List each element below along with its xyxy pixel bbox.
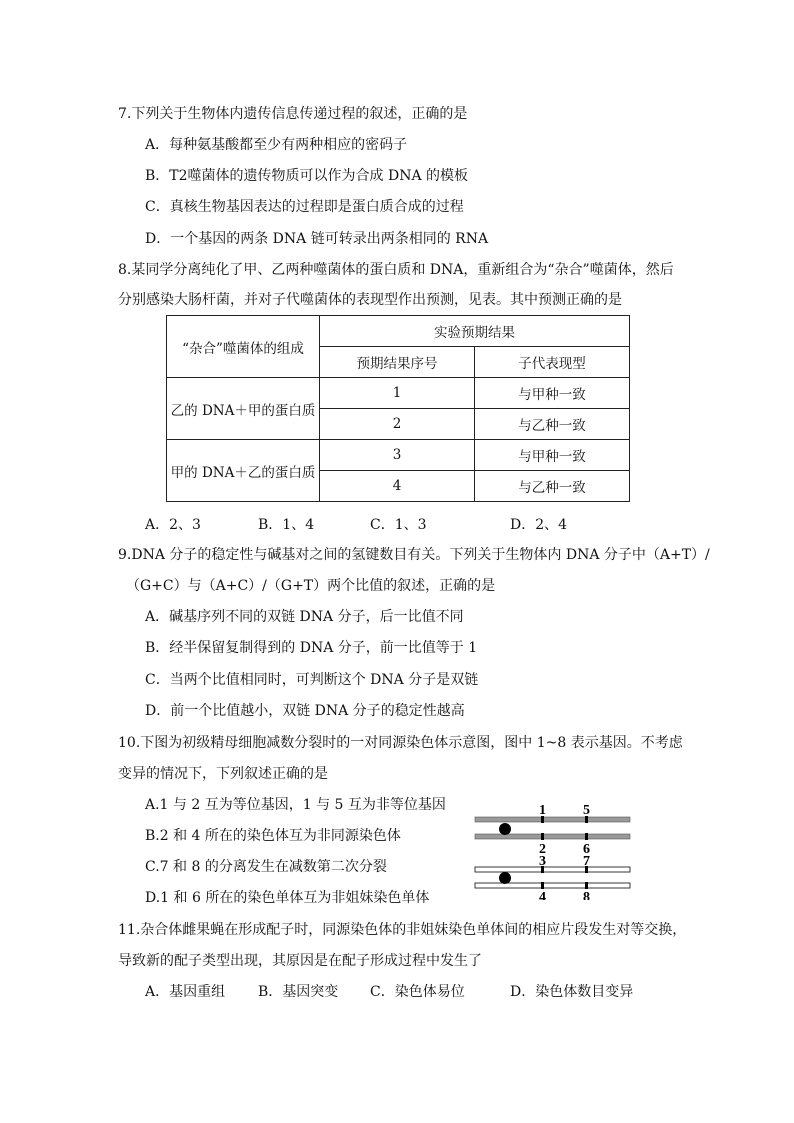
table-col1-header: “杂合”噬菌体的组成 xyxy=(167,316,320,378)
table-cell-phenotype: 与乙种一致 xyxy=(475,471,630,502)
q10-stem-line1: 10.下图为初级精母细胞减数分裂时的一对同源染色体示意图，图中 1~8 表示基因。不考虑 xyxy=(118,735,683,751)
gene-locus-mark xyxy=(541,833,544,840)
q10-option-b: B.2 和 4 所在的染色体互为非同源染色体 xyxy=(145,828,401,844)
q11-stem-line2: 导致新的配子类型出现，其原因是在配子形成过程中发生了 xyxy=(118,953,482,969)
q9-stem-line1: 9.DNA 分子的稳定性与碱基对之间的氢键数目有关。下列关于生物体内 DNA 分子中（A+T）/ xyxy=(118,547,710,563)
q10-option-a: A.1 与 2 互为等位基因，1 与 5 互为非等位基因 xyxy=(145,797,446,813)
chromatid-2 xyxy=(475,834,630,839)
table-group-b: 甲的 DNA＋乙的蛋白质 xyxy=(167,440,320,502)
q8-option-b: B．1、4 xyxy=(258,517,315,533)
centromere-upper xyxy=(499,823,511,835)
q11-stem-line1: 11.杂合体雌果蝇在形成配子时，同源染色体的非姐妹染色单体间的相应片段发生对等交换， xyxy=(118,922,687,938)
q9-option-d: D．前一个比值越小，双链 DNA 分子的稳定性越高 xyxy=(145,703,465,719)
gene-locus-mark xyxy=(585,833,588,840)
gene-label-4: 4 xyxy=(539,890,546,900)
gene-label-5: 5 xyxy=(583,803,590,818)
gene-label-1: 1 xyxy=(539,803,546,818)
table-group-header: 实验预期结果 xyxy=(320,316,630,347)
q9-option-c: C．当两个比值相同时，可判断这个 DNA 分子是双链 xyxy=(145,672,479,688)
q11-option-d: D．染色体数目变异 xyxy=(510,984,634,1000)
gene-locus-mark xyxy=(541,882,544,889)
table-cell-phenotype: 与甲种一致 xyxy=(475,378,630,409)
q8-table xyxy=(166,315,630,502)
q7-option-d: D．一个基因的两条 DNA 链可转录出两条相同的 RNA xyxy=(145,231,489,247)
table-sub-header-1: 预期结果序号 xyxy=(320,347,475,378)
table-cell-num: 1 xyxy=(320,378,475,409)
q11-option-b: B．基因突变 xyxy=(258,984,339,1000)
q8-option-d: D．2、4 xyxy=(510,517,568,533)
q11-option-c: C．染色体易位 xyxy=(370,984,465,1000)
q11-option-a: A．基因重组 xyxy=(145,984,226,1000)
chromatid-3 xyxy=(475,867,630,872)
table-group-a: 乙的 DNA＋甲的蛋白质 xyxy=(167,378,320,440)
q7-option-c: C．真核生物基因表达的过程即是蛋白质合成的过程 xyxy=(145,199,464,215)
centromere-lower xyxy=(499,872,511,884)
q7-option-a: A．每种氨基酸都至少有两种相应的密码子 xyxy=(145,137,408,153)
q8-stem-line2: 分别感染大肠杆菌，并对子代噬菌体的表现型作出预测，见表。其中预测正确的是 xyxy=(118,292,622,308)
gene-label-6: 6 xyxy=(583,842,590,857)
q9-option-a: A．碱基序列不同的双链 DNA 分子，后一比值不同 xyxy=(145,609,464,625)
table-cell-num: 2 xyxy=(320,409,475,440)
table-cell-phenotype: 与甲种一致 xyxy=(475,440,630,471)
q7-option-b: B．T2噬菌体的遗传物质可以作为合成 DNA 的模板 xyxy=(145,168,469,184)
gene-label-2: 2 xyxy=(539,842,546,857)
chromatid-4 xyxy=(475,883,630,888)
q7-stem: 7.下列关于生物体内遗传信息传递过程的叙述，正确的是 xyxy=(118,106,468,122)
gene-label-3: 3 xyxy=(539,854,546,869)
q10-option-d: D.1 和 6 所在的染色单体互为非姐妹染色单体 xyxy=(145,890,430,906)
q8-option-a: A．2、3 xyxy=(145,517,201,533)
table-cell-phenotype: 与乙种一致 xyxy=(475,409,630,440)
gene-label-7: 7 xyxy=(583,854,590,869)
table-sub-header-2: 子代表现型 xyxy=(475,347,630,378)
table-cell-num: 3 xyxy=(320,440,475,471)
homologous-chromosome-diagram xyxy=(470,800,640,900)
chromatid-1 xyxy=(475,817,630,822)
q10-option-c: C.7 和 8 的分离发生在减数第二次分裂 xyxy=(145,859,387,875)
q9-stem-line2: （G+C）与（A+C）/（G+T）两个比值的叙述，正确的是 xyxy=(126,578,496,594)
table-cell-num: 4 xyxy=(320,471,475,502)
q8-stem-line1: 8.某同学分离纯化了甲、乙两种噬菌体的蛋白质和 DNA，重新组合为“杂合”噬菌体，然后 xyxy=(118,262,674,278)
q9-option-b: B．经半保留复制得到的 DNA 分子，前一比值等于 1 xyxy=(145,640,478,656)
gene-label-8: 8 xyxy=(583,890,590,900)
q10-stem-line2: 变异的情况下，下列叙述正确的是 xyxy=(118,766,328,782)
gene-locus-mark xyxy=(585,882,588,889)
q8-option-c: C．1、3 xyxy=(370,517,427,533)
